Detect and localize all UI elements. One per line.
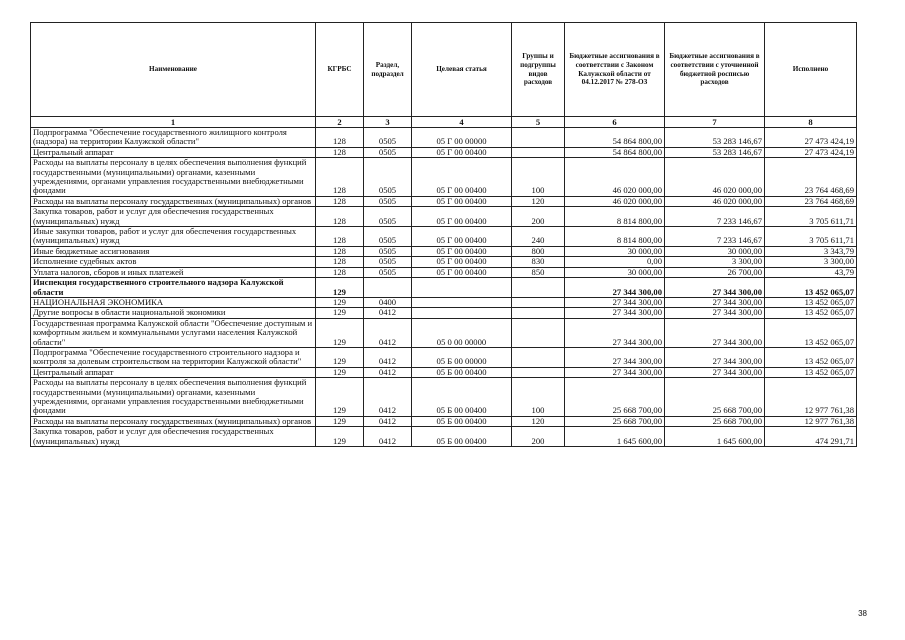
cell-section: 0412 <box>364 378 412 417</box>
cell-target-article: 05 Б 00 00400 <box>412 367 512 377</box>
cell-name: Закупка товаров, работ и услуг для обеспечения государственных (муниципальных) нужд <box>31 207 316 227</box>
cell-law-allocation: 25 668 700,00 <box>565 416 665 426</box>
cell-name: Иные бюджетные ассигнования <box>31 246 316 256</box>
cell-law-allocation: 54 864 800,00 <box>565 147 665 157</box>
cell-name: Другие вопросы в области национальной экономики <box>31 308 316 318</box>
table-row <box>31 246 857 256</box>
cell-section: 0412 <box>364 347 412 367</box>
table-row <box>31 227 857 247</box>
cell-refined-allocation: 27 344 300,00 <box>665 318 765 347</box>
cell-expense-group: 120 <box>512 416 565 426</box>
cell-target-article: 05 0 00 00000 <box>412 318 512 347</box>
cell-refined-allocation: 25 668 700,00 <box>665 378 765 417</box>
cell-law-allocation: 0,00 <box>565 257 665 267</box>
cell-law-allocation: 30 000,00 <box>565 267 665 277</box>
cell-target-article <box>412 297 512 307</box>
cell-kgrbs: 128 <box>316 227 364 247</box>
cell-refined-allocation: 53 283 146,67 <box>665 147 765 157</box>
cell-law-allocation: 25 668 700,00 <box>565 378 665 417</box>
cell-expense-group: 240 <box>512 227 565 247</box>
cell-law-allocation: 46 020 000,00 <box>565 196 665 206</box>
table-row <box>31 427 857 447</box>
cell-section: 0505 <box>364 207 412 227</box>
cell-executed: 27 473 424,19 <box>765 128 857 148</box>
cell-name: Расходы на выплаты персоналу в целях обеспечения выполнения функций государственными (муниципальными) органами, казенными учреждениями, органами управления государственными внебюджетными фондами <box>31 158 316 197</box>
cell-executed: 23 764 468,69 <box>765 196 857 206</box>
header-section: Раздел, подраздел <box>364 23 412 117</box>
header-name: Наименование <box>31 23 316 117</box>
cell-expense-group: 830 <box>512 257 565 267</box>
cell-law-allocation: 8 814 800,00 <box>565 207 665 227</box>
table-row <box>31 378 857 417</box>
cell-kgrbs: 129 <box>316 378 364 417</box>
header-expense-groups: Группы и подгруппы видов расходов <box>512 23 565 117</box>
cell-name: Расходы на выплаты персоналу государственных (муниципальных) органов <box>31 196 316 206</box>
cell-target-article <box>412 308 512 318</box>
cell-law-allocation: 27 344 300,00 <box>565 367 665 377</box>
column-number: 5 <box>512 117 565 128</box>
cell-expense-group: 100 <box>512 158 565 197</box>
column-number: 7 <box>665 117 765 128</box>
cell-section: 0505 <box>364 257 412 267</box>
cell-executed: 12 977 761,38 <box>765 416 857 426</box>
cell-kgrbs: 129 <box>316 318 364 347</box>
cell-section: 0412 <box>364 427 412 447</box>
cell-section: 0412 <box>364 308 412 318</box>
budget-table-container <box>30 22 856 447</box>
cell-refined-allocation: 27 344 300,00 <box>665 297 765 307</box>
table-row <box>31 416 857 426</box>
cell-section: 0505 <box>364 158 412 197</box>
budget-table <box>30 22 857 447</box>
cell-law-allocation: 27 344 300,00 <box>565 278 665 298</box>
cell-executed: 13 452 065,07 <box>765 367 857 377</box>
cell-refined-allocation: 46 020 000,00 <box>665 196 765 206</box>
table-row <box>31 318 857 347</box>
header-law-allocations: Бюджетные ассигнования в соответствии с Законом Калужской области от 04.12.2017 № 278-ОЗ <box>565 23 665 117</box>
cell-target-article <box>412 278 512 298</box>
cell-target-article: 05 Б 00 00400 <box>412 416 512 426</box>
cell-name: Расходы на выплаты персоналу государственных (муниципальных) органов <box>31 416 316 426</box>
table-row <box>31 297 857 307</box>
cell-executed: 27 473 424,19 <box>765 147 857 157</box>
header-row <box>31 23 857 117</box>
cell-law-allocation: 30 000,00 <box>565 246 665 256</box>
cell-kgrbs: 128 <box>316 267 364 277</box>
cell-law-allocation: 27 344 300,00 <box>565 347 665 367</box>
cell-name: Центральный аппарат <box>31 367 316 377</box>
cell-target-article: 05 Г 00 00400 <box>412 207 512 227</box>
cell-executed: 3 300,00 <box>765 257 857 267</box>
table-row <box>31 308 857 318</box>
cell-kgrbs: 129 <box>316 427 364 447</box>
cell-expense-group <box>512 128 565 148</box>
cell-section: 0412 <box>364 367 412 377</box>
cell-expense-group <box>512 367 565 377</box>
cell-law-allocation: 27 344 300,00 <box>565 318 665 347</box>
cell-section: 0412 <box>364 416 412 426</box>
cell-expense-group: 200 <box>512 427 565 447</box>
cell-target-article: 05 Г 00 00400 <box>412 147 512 157</box>
cell-law-allocation: 1 645 600,00 <box>565 427 665 447</box>
cell-section: 0400 <box>364 297 412 307</box>
cell-name: Исполнение судебных актов <box>31 257 316 267</box>
cell-kgrbs: 128 <box>316 158 364 197</box>
cell-section: 0505 <box>364 147 412 157</box>
column-number: 6 <box>565 117 665 128</box>
cell-refined-allocation: 27 344 300,00 <box>665 367 765 377</box>
cell-law-allocation: 27 344 300,00 <box>565 308 665 318</box>
cell-kgrbs: 129 <box>316 278 364 298</box>
cell-name: Иные закупки товаров, работ и услуг для обеспечения государственных (муниципальных) нужд <box>31 227 316 247</box>
cell-target-article: 05 Г 00 00400 <box>412 257 512 267</box>
cell-kgrbs: 129 <box>316 297 364 307</box>
cell-expense-group: 120 <box>512 196 565 206</box>
cell-section <box>364 278 412 298</box>
cell-name: Государственная программа Калужской области "Обеспечение доступным и комфортным жильем и коммунальными услугами населения Калужской области" <box>31 318 316 347</box>
table-row <box>31 278 857 298</box>
table-body <box>31 128 857 447</box>
cell-name: НАЦИОНАЛЬНАЯ ЭКОНОМИКА <box>31 297 316 307</box>
cell-kgrbs: 128 <box>316 147 364 157</box>
table-row <box>31 347 857 367</box>
cell-refined-allocation: 1 645 600,00 <box>665 427 765 447</box>
cell-executed: 13 452 065,07 <box>765 347 857 367</box>
table-row <box>31 267 857 277</box>
cell-refined-allocation: 27 344 300,00 <box>665 308 765 318</box>
cell-target-article: 05 Г 00 00000 <box>412 128 512 148</box>
cell-law-allocation: 46 020 000,00 <box>565 158 665 197</box>
table-row <box>31 147 857 157</box>
cell-name: Закупка товаров, работ и услуг для обеспечения государственных (муниципальных) нужд <box>31 427 316 447</box>
column-number: 2 <box>316 117 364 128</box>
cell-section: 0412 <box>364 318 412 347</box>
cell-refined-allocation: 26 700,00 <box>665 267 765 277</box>
cell-executed: 3 343,79 <box>765 246 857 256</box>
cell-kgrbs: 129 <box>316 308 364 318</box>
cell-expense-group: 850 <box>512 267 565 277</box>
cell-kgrbs: 128 <box>316 207 364 227</box>
cell-section: 0505 <box>364 227 412 247</box>
cell-refined-allocation: 53 283 146,67 <box>665 128 765 148</box>
header-target-article: Целевая статья <box>412 23 512 117</box>
cell-target-article: 05 Г 00 00400 <box>412 196 512 206</box>
column-number: 4 <box>412 117 512 128</box>
cell-refined-allocation: 25 668 700,00 <box>665 416 765 426</box>
cell-executed: 3 705 611,71 <box>765 227 857 247</box>
table-row <box>31 367 857 377</box>
table-row <box>31 257 857 267</box>
header-refined-allocations: Бюджетные ассигнования в соответствии с уточненной бюджетной росписью расходов <box>665 23 765 117</box>
table-row <box>31 207 857 227</box>
cell-executed: 13 452 065,07 <box>765 278 857 298</box>
table-row <box>31 196 857 206</box>
cell-target-article: 05 Г 00 00400 <box>412 227 512 247</box>
cell-refined-allocation: 27 344 300,00 <box>665 278 765 298</box>
cell-target-article: 05 Б 00 00400 <box>412 378 512 417</box>
cell-kgrbs: 129 <box>316 367 364 377</box>
header-kgrbs: КГРБС <box>316 23 364 117</box>
cell-target-article: 05 Б 00 00000 <box>412 347 512 367</box>
cell-refined-allocation: 27 344 300,00 <box>665 347 765 367</box>
cell-executed: 3 705 611,71 <box>765 207 857 227</box>
cell-refined-allocation: 3 300,00 <box>665 257 765 267</box>
cell-refined-allocation: 46 020 000,00 <box>665 158 765 197</box>
cell-kgrbs: 128 <box>316 257 364 267</box>
cell-executed: 474 291,71 <box>765 427 857 447</box>
cell-kgrbs: 128 <box>316 128 364 148</box>
cell-kgrbs: 129 <box>316 347 364 367</box>
cell-name: Подпрограмма "Обеспечение государственного жилищного контроля (надзора) на территории Калужской области" <box>31 128 316 148</box>
cell-section: 0505 <box>364 128 412 148</box>
column-number-row <box>31 117 857 128</box>
cell-kgrbs: 128 <box>316 246 364 256</box>
cell-executed: 13 452 065,07 <box>765 318 857 347</box>
cell-expense-group <box>512 347 565 367</box>
cell-kgrbs: 128 <box>316 196 364 206</box>
cell-expense-group <box>512 318 565 347</box>
table-row <box>31 128 857 148</box>
table-row <box>31 158 857 197</box>
cell-target-article: 05 Г 00 00400 <box>412 267 512 277</box>
cell-law-allocation: 27 344 300,00 <box>565 297 665 307</box>
column-number: 8 <box>765 117 857 128</box>
cell-expense-group: 100 <box>512 378 565 417</box>
cell-refined-allocation: 30 000,00 <box>665 246 765 256</box>
cell-section: 0505 <box>364 196 412 206</box>
cell-expense-group <box>512 147 565 157</box>
column-number: 3 <box>364 117 412 128</box>
cell-expense-group: 200 <box>512 207 565 227</box>
cell-law-allocation: 8 814 800,00 <box>565 227 665 247</box>
cell-executed: 13 452 065,07 <box>765 297 857 307</box>
header-executed: Исполнено <box>765 23 857 117</box>
cell-name: Подпрограмма "Обеспечение государственного строительного надзора и контроля за долевым строительством на территории Калужской области" <box>31 347 316 367</box>
cell-law-allocation: 54 864 800,00 <box>565 128 665 148</box>
cell-refined-allocation: 7 233 146,67 <box>665 207 765 227</box>
cell-refined-allocation: 7 233 146,67 <box>665 227 765 247</box>
cell-kgrbs: 129 <box>316 416 364 426</box>
cell-name: Центральный аппарат <box>31 147 316 157</box>
cell-section: 0505 <box>364 246 412 256</box>
cell-expense-group <box>512 308 565 318</box>
cell-expense-group <box>512 278 565 298</box>
cell-target-article: 05 Г 00 00400 <box>412 246 512 256</box>
column-number: 1 <box>31 117 316 128</box>
cell-executed: 13 452 065,07 <box>765 308 857 318</box>
page-number: 38 <box>858 609 867 618</box>
cell-expense-group: 800 <box>512 246 565 256</box>
cell-executed: 23 764 468,69 <box>765 158 857 197</box>
cell-expense-group <box>512 297 565 307</box>
cell-target-article: 05 Б 00 00400 <box>412 427 512 447</box>
cell-section: 0505 <box>364 267 412 277</box>
cell-target-article: 05 Г 00 00400 <box>412 158 512 197</box>
cell-name: Инспекция государственного строительного надзора Калужской области <box>31 278 316 298</box>
cell-executed: 12 977 761,38 <box>765 378 857 417</box>
cell-name: Уплата налогов, сборов и иных платежей <box>31 267 316 277</box>
cell-name: Расходы на выплаты персоналу в целях обеспечения выполнения функций государственными (муниципальными) органами, казенными учреждениями, органами управления государственными внебюджетными фондами <box>31 378 316 417</box>
cell-executed: 43,79 <box>765 267 857 277</box>
